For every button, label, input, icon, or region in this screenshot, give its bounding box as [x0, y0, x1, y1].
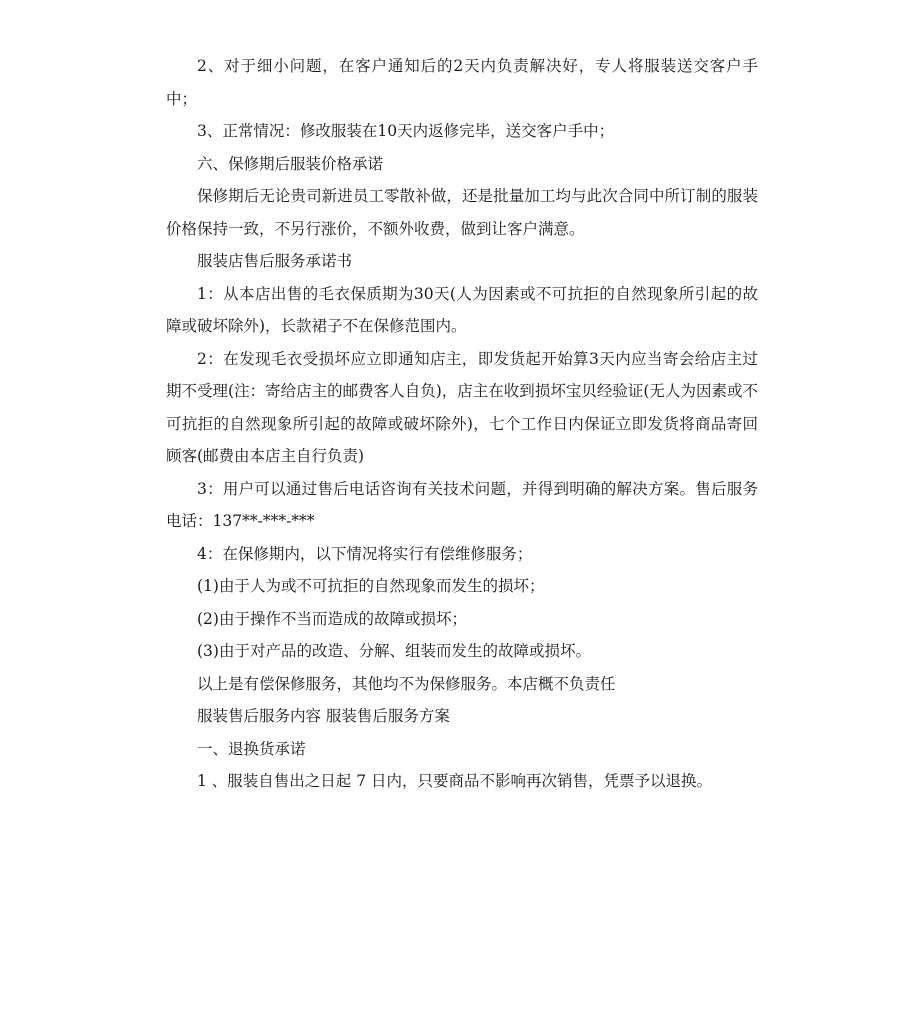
paragraph: 3、正常情况：修改服装在10天内返修完毕，送交客户手中；: [197, 122, 615, 140]
section-heading: 服装售后服务内容 服装售后服务方案: [197, 707, 450, 725]
list-item: (1)由于人为或不可抗拒的自然现象而发生的损坏；: [197, 577, 545, 595]
paragraph: 4：在保修期内，以下情况将实行有偿维修服务；: [197, 544, 533, 563]
section-heading: 服装店售后服务承诺书: [197, 252, 353, 270]
document-page: [166, 50, 758, 798]
list-item: (2)由于操作不当而造成的故障或损坏；: [197, 609, 467, 628]
list-item: (3)由于对产品的改造、分解、组装而发生的故障或损坏。: [197, 642, 591, 660]
paragraph: 保修期后无论贵司新进员工零散补做，还是批量加工均与此次合同中所订制的服装价格保持一致，不另行涨价，不额外收费，做到让客户满意。: [166, 187, 758, 238]
section-heading: 六、保修期后服装价格承诺: [197, 154, 384, 173]
section-heading: 一、退换货承诺: [197, 739, 306, 758]
paragraph: 以上是有偿保修服务，其他均不为保修服务。本店概不负责任: [197, 674, 616, 693]
paragraph: 3：用户可以通过售后电话咨询有关技术问题，并得到明确的解决方案。售后服务电话：137**-***-***: [166, 479, 758, 530]
paragraph: 1 、服装自售出之日起 7 日内，只要商品不影响再次销售，凭票予以退换。: [197, 772, 713, 790]
paragraph: 2、对于细小问题，在客户通知后的2天内负责解决好，专人将服装送交客户手中；: [166, 57, 758, 108]
paragraph: 1：从本店出售的毛衣保质期为30天(人为因素或不可抗拒的自然现象所引起的故障或破坏除外)，长款裙子不在保修范围内。: [166, 284, 758, 335]
paragraph: 2：在发现毛衣受损坏应立即通知店主，即发货起开始算3天内应当寄会给店主过期不受理(注：寄给店主的邮费客人自负)，店主在收到损坏宝贝经验证(无人为因素或不可抗拒的自然现象所引起的故障或破坏除外)，七个工作日内保证立即发货将商品寄回顾客(邮费由本店主自行负责): [166, 349, 758, 465]
